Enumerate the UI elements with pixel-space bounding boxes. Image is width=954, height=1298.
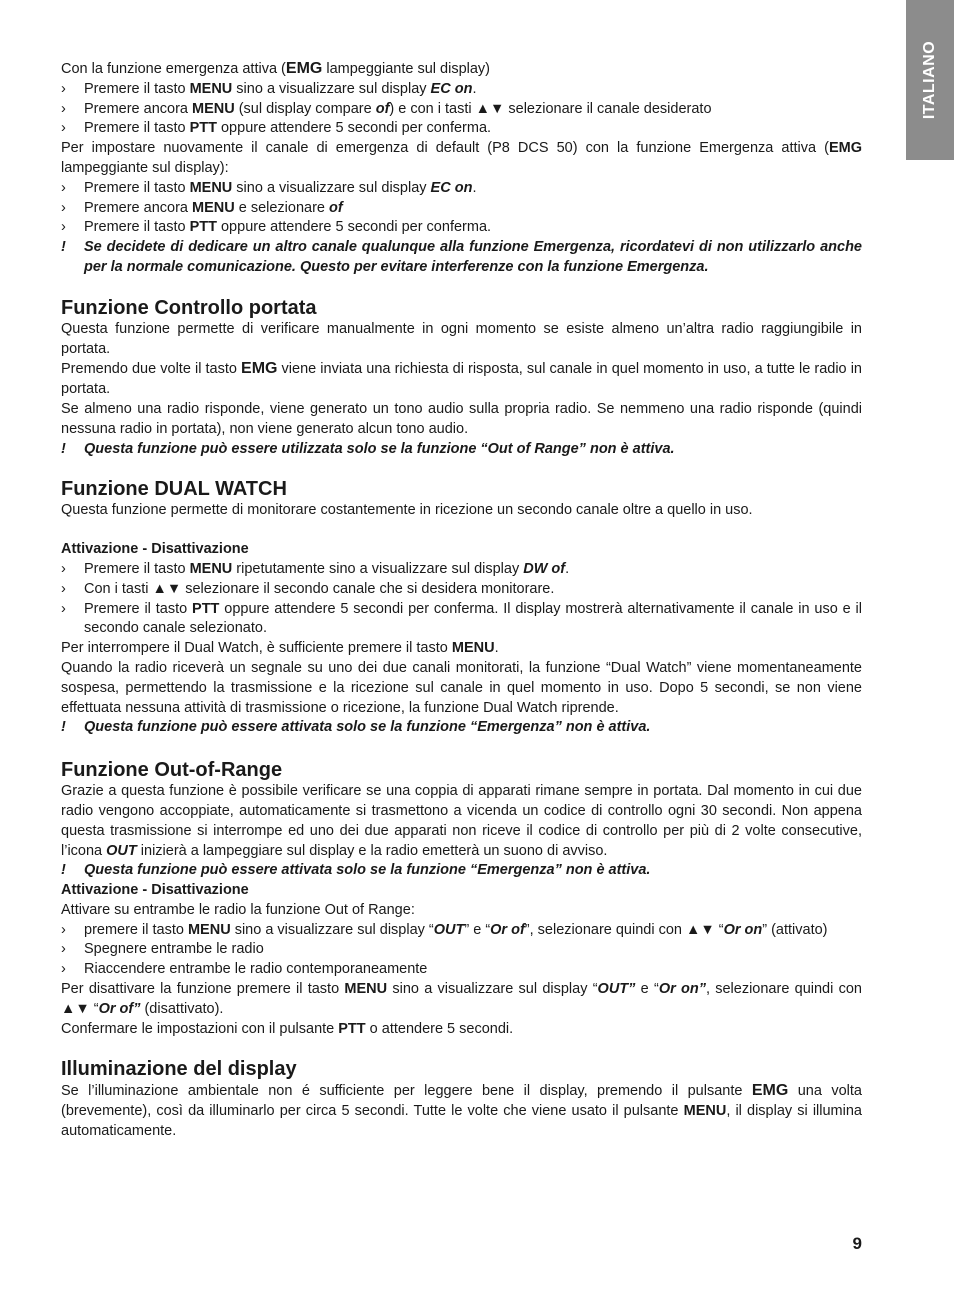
paragraph — [61, 320, 862, 360]
bold-text: MENU — [344, 981, 388, 998]
text-run: Riaccendere entrambe le radio contemporaneamente — [84, 961, 428, 978]
warning-text: Se decidete di dedicare un altro canale qualunque alla funzione Emergenza, ricordatevi di non utilizzarlo anche per la normale comunicazione. Questo per evitare interferenze con la funzione Emergenza. — [84, 239, 862, 275]
text-run: inizierà a lampeggiare sul display e la radio emetterà un suono di avviso. — [136, 842, 608, 859]
text-run: Premere ancora — [84, 199, 192, 216]
display-indicator: of — [375, 100, 390, 117]
display-indicator: of — [329, 199, 343, 216]
paragraph — [61, 400, 862, 440]
display-indicator: EC on — [430, 179, 473, 196]
bullet-marker: › — [61, 560, 66, 577]
warning-text: Questa funzione può essere attivata solo se la funzione “Emergenza” non è attiva. — [84, 862, 651, 879]
page-content — [61, 59, 862, 1142]
text-run: ”, selezionare quindi con ▲▼ “ — [524, 921, 724, 938]
bold-text: EMG — [828, 140, 862, 157]
list-item-text — [84, 80, 862, 100]
text-run: Con i tasti ▲▼ selezionare il secondo canale che si desidera monitorare. — [84, 580, 555, 597]
text-run: (sul display compare — [234, 100, 376, 117]
text-run: Quando la radio riceverà un segnale su uno dei due canali monitorati, la funzione “Dual Watch” viene momentaneamente sospesa, permettendo la trasmissione e la ricezione sul canale in quel momento in uso. Dopo 5 secondi, se non viene effettuata nessuna attività di trasmissione o ricezione, la funzione Dual Watch riprende. — [61, 659, 862, 716]
paragraph — [61, 1020, 862, 1040]
bold-text: MENU — [189, 179, 233, 196]
text-run: oppure attendere 5 secondi per conferma. — [216, 120, 492, 137]
bullet-marker: › — [61, 100, 66, 117]
list-item-text — [84, 580, 862, 600]
bold-text: PTT — [338, 1020, 366, 1037]
bullet-marker: › — [61, 941, 66, 958]
text-run: Premere il tasto — [84, 120, 190, 137]
list-item-text — [84, 199, 862, 219]
list-item-text — [84, 119, 862, 139]
section-heading: Funzione Controllo portata — [61, 296, 317, 319]
warning-note — [61, 861, 862, 881]
bold-text: MENU — [683, 1103, 727, 1120]
list-item — [61, 199, 862, 219]
text-run: lampeggiante sul display): — [61, 159, 229, 176]
text-run: sino a visualizzare sul display — [232, 179, 431, 196]
text-run: ” e “ — [464, 921, 491, 938]
list-item-text — [84, 179, 862, 199]
list-item — [61, 100, 862, 120]
warning-note — [61, 718, 862, 738]
bold-text: MENU — [192, 199, 235, 216]
paragraph — [61, 639, 862, 659]
text-run: Per impostare nuovamente il canale di emergenza di default (P8 DCS 50) con la funzione Emergenza attiva ( — [61, 140, 829, 157]
display-indicator: Or of” — [98, 1000, 141, 1017]
text-run: sino a visualizzare sul display “ — [387, 981, 598, 998]
warning-text: Questa funzione può essere utilizzata solo se la funzione “Out of Range” non è attiva. — [84, 440, 675, 457]
display-indicator: Or of — [490, 921, 525, 938]
text-run: Premere ancora — [84, 100, 192, 117]
emg-key-label: EMG — [241, 360, 278, 378]
text-run: oppure attendere 5 secondi per conferma. — [216, 219, 492, 236]
text-run: ripetutamente sino a visualizzare sul display — [232, 560, 524, 577]
text-run: Con la funzione emergenza attiva ( — [61, 61, 286, 77]
text-run: Premere il tasto — [84, 600, 193, 617]
list-item — [61, 921, 862, 941]
bold-text: MENU — [189, 560, 233, 577]
language-tab — [906, 0, 954, 160]
warning-note — [61, 238, 862, 278]
display-indicator: OUT” — [597, 981, 636, 998]
paragraph — [61, 359, 862, 400]
warning-icon: ! — [61, 440, 66, 457]
text-run: ” (attivato) — [762, 921, 828, 938]
text-run: . — [472, 179, 477, 196]
page-number: 9 — [852, 1234, 862, 1253]
list-item-text — [84, 940, 862, 960]
list-item — [61, 80, 862, 100]
list-item — [61, 560, 862, 580]
text-run: Premere il tasto — [84, 219, 190, 236]
text-run: Premendo due volte il tasto — [61, 361, 242, 378]
section-heading: Funzione Out-of-Range — [61, 759, 283, 782]
display-indicator: OUT — [106, 842, 137, 859]
text-run: . — [472, 80, 477, 97]
text-run: Questa funzione permette di verificare manualmente in ogni momento se esiste almeno un’altra radio raggiungibile in portata. — [61, 320, 862, 357]
text-run: Spegnere entrambe le radio — [84, 941, 264, 958]
bullet-marker: › — [61, 921, 66, 938]
text-run: Premere il tasto — [84, 179, 190, 196]
text-run: , selezionare quindi con ▲▼ “ — [61, 981, 862, 1017]
text-run: o attendere 5 secondi. — [365, 1020, 514, 1037]
text-run: Grazie a questa funzione è possibile verificare se una coppia di apparati rimane sempre in portata. Dal momento in cui due radio vengono accoppiate, automaticamente si trasmettono a vicenda un codice di controllo ogni 30 secondi. Non appena questa trasmissione si interrompe ed uno dei due apparati non riceve il codice di controllo per più di 2 volte consecutive, l’icona — [61, 783, 862, 859]
paragraph — [61, 980, 862, 1020]
text-run: una volta (brevemente), così da illuminarlo per circa 5 secondi. Tutte le volte che viene usato il pulsante — [61, 1083, 862, 1120]
section-heading: Funzione DUAL WATCH — [61, 478, 287, 501]
display-indicator: OUT — [433, 921, 465, 938]
list-item-text — [84, 218, 862, 238]
text-run: oppure attendere 5 secondi per conferma. Il display mostrerà alternativamente il canale in uso e il secondo canale selezionato. — [84, 600, 862, 637]
bullet-marker: › — [61, 179, 66, 196]
display-indicator: Or on — [723, 921, 763, 938]
text-run: . — [494, 640, 499, 657]
bullet-marker: › — [61, 600, 66, 617]
bullet-marker: › — [61, 120, 66, 137]
emg-key-label: EMG — [751, 1082, 789, 1100]
list-item — [61, 179, 862, 199]
bold-text: MENU — [187, 921, 231, 938]
text-run: . — [565, 560, 570, 577]
text-run: Per interrompere il Dual Watch, è sufficiente premere il tasto — [61, 640, 452, 657]
list-item — [61, 580, 862, 600]
bullet-marker: › — [61, 961, 66, 978]
list-item — [61, 119, 862, 139]
paragraph — [61, 1081, 862, 1141]
display-indicator: Or on” — [658, 981, 706, 998]
paragraph — [61, 659, 862, 718]
text-run: lampeggiante sul display) — [322, 61, 490, 77]
list-item — [61, 218, 862, 238]
bullet-marker: › — [61, 199, 66, 216]
text-run: e “ — [635, 981, 659, 998]
text-run: premere il tasto — [84, 921, 188, 938]
text-run: Se l’illuminazione ambientale non é sufficiente per leggere bene il display, premendo il pulsante — [61, 1083, 752, 1100]
list-item-text — [84, 600, 862, 640]
subheading: Attivazione - Disattivazione — [61, 541, 249, 558]
bold-text: PTT — [192, 600, 220, 617]
bold-text: MENU — [451, 640, 495, 657]
text-run: Questa funzione permette di monitorare costantemente in ricezione un secondo canale oltre a quello in uso. — [61, 502, 753, 519]
text-run: e selezionare — [234, 199, 330, 216]
list-item-text — [84, 921, 862, 941]
warning-icon: ! — [61, 719, 66, 736]
bullet-marker: › — [61, 580, 66, 597]
bold-text: MENU — [192, 100, 235, 117]
emg-key-label: EMG — [285, 60, 323, 77]
list-item-text — [84, 960, 862, 980]
text-run: Per disattivare la funzione premere il tasto — [61, 981, 345, 998]
list-item-text — [84, 100, 862, 120]
warning-icon: ! — [61, 239, 66, 256]
text-run: (disattivato). — [140, 1000, 224, 1017]
list-item — [61, 600, 862, 640]
list-item-text — [84, 560, 862, 580]
text-run: sino a visualizzare sul display — [232, 80, 431, 97]
bold-text: PTT — [189, 120, 217, 137]
text-run: , il display si illumina automaticamente. — [61, 1103, 862, 1140]
display-indicator: EC on — [430, 80, 473, 97]
warning-note — [61, 440, 862, 460]
paragraph — [61, 139, 862, 179]
paragraph — [61, 59, 862, 80]
text-run: Confermare le impostazioni con il pulsante — [61, 1020, 339, 1037]
bold-text: PTT — [189, 219, 217, 236]
list-item — [61, 940, 862, 960]
warning-text: Questa funzione può essere attivata solo se la funzione “Emergenza” non è attiva. — [84, 719, 651, 736]
subheading: Attivazione - Disattivazione — [61, 882, 249, 899]
text-run: sino a visualizzare sul display “ — [230, 921, 434, 938]
paragraph — [61, 501, 862, 521]
text-run: Se almeno una radio risponde, viene generato un tono audio sulla propria radio. Se nemmeno una radio risponde (quindi nessuna radio in portata), non viene generato alcun tono audio. — [61, 400, 862, 437]
text-run: ) e con i tasti ▲▼ selezionare il canale desiderato — [389, 100, 712, 117]
list-item — [61, 960, 862, 980]
section-heading: Illuminazione del display — [61, 1058, 297, 1081]
warning-icon: ! — [61, 862, 66, 879]
text-run: Attivare su entrambe le radio la funzione Out of Range: — [61, 901, 415, 918]
paragraph — [61, 901, 862, 921]
text-run: viene inviata una richiesta di risposta, sul canale in quel momento in uso, a tutte le radio in portata. — [61, 361, 862, 398]
paragraph — [61, 782, 862, 861]
bullet-marker: › — [61, 219, 66, 236]
display-indicator: DW of — [523, 560, 566, 577]
bold-text: MENU — [189, 80, 233, 97]
bullet-marker: › — [61, 80, 66, 97]
language-label: ITALIANO — [921, 40, 938, 120]
text-run: Premere il tasto — [84, 560, 190, 577]
text-run: Premere il tasto — [84, 80, 190, 97]
